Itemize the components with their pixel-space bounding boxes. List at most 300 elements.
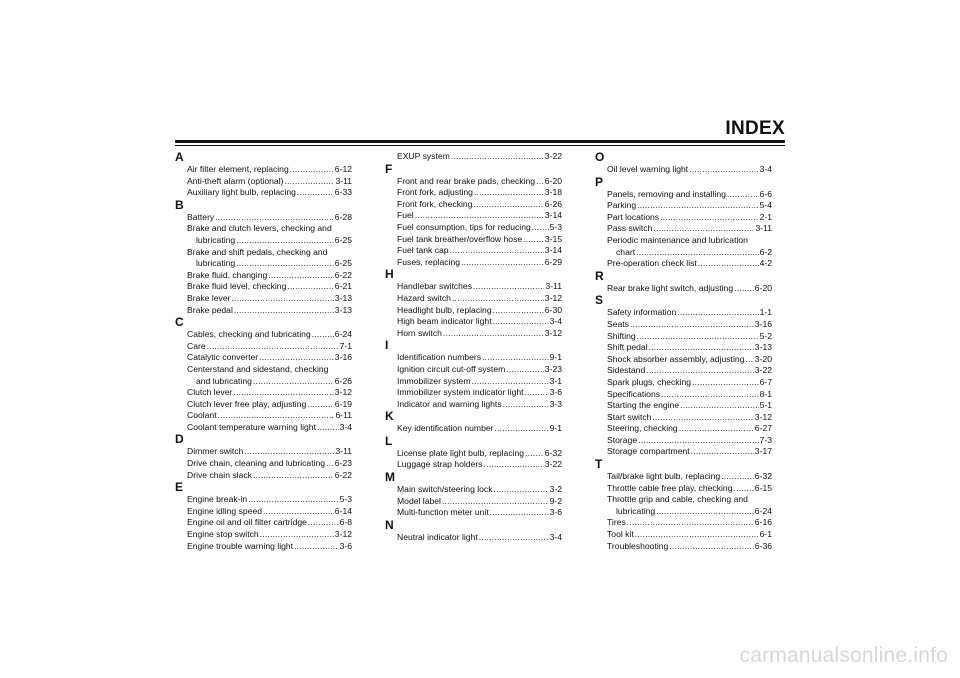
page-number: 3-12 — [334, 387, 352, 398]
entry-text: Centerstand and sidestand, checking — [187, 363, 329, 374]
page-number: 6-30 — [544, 304, 562, 315]
index-entry — [595, 235, 772, 247]
entry-text: Immobilizer system indicator light — [397, 387, 524, 398]
dot-leader — [307, 399, 334, 411]
page-number: 6-26 — [334, 375, 352, 386]
index-entry — [175, 270, 352, 282]
index-entry — [175, 187, 352, 199]
index-entry — [595, 189, 772, 201]
index-entry — [175, 422, 352, 434]
index-entry — [595, 517, 772, 529]
page-number: 6-25 — [334, 234, 352, 245]
page-number: 6-8 — [339, 517, 352, 528]
entry-text: Panels, removing and installing — [607, 188, 726, 199]
entry-text: Rear brake light switch, adjusting — [607, 282, 734, 293]
index-entry — [175, 529, 352, 541]
dot-leader — [635, 529, 759, 541]
page-number: 3-14 — [544, 245, 562, 256]
dot-leader — [734, 283, 754, 295]
page-number: 6-25 — [334, 258, 352, 269]
entry-text: Tool kit — [607, 529, 634, 540]
index-entry — [385, 484, 562, 496]
dot-leader — [287, 281, 333, 293]
page-number: 3-16 — [334, 352, 352, 363]
index-entry — [595, 212, 772, 224]
index-entry — [385, 507, 562, 519]
page-number: 3-11 — [545, 281, 562, 292]
dot-leader — [490, 507, 549, 519]
page-number: 4-2 — [759, 258, 772, 269]
page-number: 3-4 — [759, 164, 772, 174]
index-entry — [175, 517, 352, 529]
page-number: 8-1 — [759, 388, 772, 399]
index-entry — [175, 387, 352, 399]
page-number: 6-32 — [544, 447, 562, 458]
dot-leader — [450, 245, 544, 257]
section-letter: S — [595, 293, 604, 308]
page-number: 3-1 — [549, 375, 562, 386]
entry-text: Fuel tank cap — [397, 245, 449, 256]
dot-leader — [523, 234, 544, 246]
index-entry — [175, 399, 352, 411]
page-number: 9-1 — [549, 352, 562, 363]
index-column-2 — [385, 151, 562, 543]
page-number: 3-11 — [755, 223, 772, 234]
dot-leader — [638, 435, 758, 447]
index-entry — [595, 223, 772, 235]
entry-text: Parking — [607, 200, 637, 211]
page-number: 3-22 — [544, 151, 562, 161]
entry-text: Brake lever — [187, 292, 231, 303]
page-number: 6-24 — [334, 329, 352, 340]
index-entry — [595, 541, 772, 553]
section-letter: O — [595, 150, 605, 164]
entry-text: Front fork, adjusting — [397, 187, 473, 198]
index-entry — [595, 494, 772, 506]
dot-leader — [536, 176, 544, 188]
page-number: 3-12 — [754, 411, 772, 422]
dot-leader — [680, 400, 758, 412]
entry-text: Pass switch — [607, 223, 653, 234]
dot-leader — [627, 517, 754, 529]
page-number: 3-11 — [335, 175, 352, 186]
entry-text: Identification numbers — [397, 352, 482, 363]
index-entry — [385, 305, 562, 317]
entry-text: Shock absorber assembly, adjusting — [607, 353, 745, 364]
index-entry — [595, 283, 772, 295]
index-column-1 — [175, 151, 352, 552]
dot-leader — [727, 189, 759, 201]
page-number: 6-1 — [759, 529, 772, 540]
dot-leader — [236, 235, 334, 247]
page-number: 3-4 — [339, 421, 352, 432]
page-number: 6-15 — [754, 482, 772, 493]
dot-leader — [653, 223, 754, 235]
index-entry — [385, 316, 562, 328]
page-number: 6-20 — [754, 282, 772, 293]
entry-text: Tires — [607, 517, 626, 528]
dot-leader — [260, 529, 334, 541]
entry-text: Periodic maintenance and lubrication — [607, 234, 748, 245]
page-number: 6-14 — [334, 505, 352, 516]
entry-text: Battery — [187, 211, 215, 222]
index-entry — [385, 293, 562, 305]
dot-leader — [474, 187, 544, 199]
dot-leader — [677, 307, 758, 319]
index-entry — [385, 423, 562, 435]
dot-leader — [637, 200, 758, 212]
index-entry — [175, 470, 352, 482]
page-number: 3-12 — [334, 529, 352, 540]
entry-text: Coolant temperature warning light — [187, 421, 316, 432]
entry-text: Spark plugs, checking — [607, 376, 692, 387]
dot-leader — [691, 446, 754, 458]
dot-leader — [525, 387, 549, 399]
dot-leader — [259, 352, 334, 364]
dot-leader — [248, 494, 338, 506]
page-number: 3-13 — [754, 342, 772, 353]
entry-text: Engine break-in — [187, 494, 248, 505]
index-entry — [595, 529, 772, 541]
entry-text: Starting the engine — [607, 400, 680, 411]
section-letter: I — [385, 338, 389, 353]
entry-text: Front fork, checking — [397, 198, 473, 209]
entry-text: Engine trouble warning light — [187, 540, 294, 551]
index-entry — [175, 446, 352, 458]
page-title: INDEX — [725, 118, 785, 139]
page-number: 6-28 — [334, 211, 352, 222]
page-number: 5-3 — [549, 221, 562, 232]
entry-text: Hazard switch — [397, 292, 451, 303]
index-entry — [385, 187, 562, 199]
entry-text: chart — [616, 246, 636, 257]
section-letter: T — [595, 457, 603, 472]
entry-text: Shifting — [607, 330, 636, 341]
entry-text: Sidestand — [607, 365, 646, 376]
dot-leader — [484, 459, 544, 471]
dot-leader — [234, 305, 334, 317]
dot-leader — [698, 258, 759, 270]
dot-leader — [637, 331, 759, 343]
index-entry — [595, 423, 772, 435]
dot-leader — [661, 389, 759, 401]
page-number: 6-29 — [544, 256, 562, 267]
entry-text: Auxiliary light bulb, replacing — [187, 187, 296, 198]
index-entry — [595, 412, 772, 424]
page-number: 3-23 — [544, 363, 562, 374]
entry-text: Indicator and warning lights — [397, 398, 502, 409]
entry-text: Fuel tank breather/overflow hose — [397, 233, 523, 244]
dot-leader — [679, 423, 754, 435]
dot-leader — [452, 293, 544, 305]
dot-leader — [253, 376, 334, 388]
page-number: 3-22 — [544, 459, 562, 470]
dot-leader — [669, 541, 753, 553]
index-entry — [175, 247, 352, 259]
entry-text: Dimmer switch — [187, 446, 244, 457]
entry-text: Cables, checking and lubricating — [187, 329, 311, 340]
index-entry — [385, 222, 562, 234]
section-letter: H — [385, 267, 394, 282]
entry-text: Model label — [397, 495, 441, 506]
page-number: 5-4 — [759, 200, 772, 211]
dot-leader — [660, 212, 759, 224]
index-entry — [385, 199, 562, 211]
page-number: 9-2 — [549, 495, 562, 506]
watermark-footer: carmanualsonline.info — [739, 644, 948, 667]
page-number: 6-11 — [335, 410, 352, 421]
index-entry — [175, 458, 352, 470]
dot-leader — [461, 257, 544, 269]
entry-text: Fuel — [397, 210, 414, 221]
dot-leader — [646, 365, 754, 377]
entry-text: and lubricating — [196, 375, 252, 386]
index-entry — [595, 331, 772, 343]
page-number: 6-36 — [754, 540, 772, 551]
index-entry — [175, 176, 352, 188]
entry-text: Multi-function meter unit — [397, 507, 489, 518]
entry-text: Brake and clutch levers, checking and — [187, 223, 332, 234]
page-number: 3-18 — [544, 187, 562, 198]
index-entry — [175, 494, 352, 506]
index-entry — [595, 435, 772, 447]
page-number: 3-17 — [754, 446, 772, 457]
dot-leader — [503, 399, 549, 411]
dot-leader — [294, 541, 339, 553]
dot-leader — [207, 341, 339, 353]
dot-leader — [284, 176, 334, 188]
page-number: 3-14 — [544, 210, 562, 221]
index-entry — [175, 364, 352, 376]
index-entry — [175, 341, 352, 353]
index-entry-continuation — [175, 376, 352, 388]
dot-leader — [473, 281, 544, 293]
page-number: 3-16 — [754, 318, 772, 329]
section-letter: R — [595, 268, 604, 283]
entry-text: Handlebar switches — [397, 281, 472, 292]
entry-text: Pre-operation check list — [607, 258, 697, 269]
entry-text: Storage compartment — [607, 446, 690, 457]
entry-text: Immobilizer system — [397, 375, 471, 386]
section-letter: M — [385, 470, 395, 485]
page-number: 6-26 — [544, 198, 562, 209]
dot-leader — [253, 470, 334, 482]
dot-leader — [495, 423, 549, 435]
entry-text: Engine stop switch — [187, 529, 259, 540]
entry-text: Shift pedal — [607, 342, 648, 353]
page-number: 3-6 — [549, 387, 562, 398]
page-number: 6-7 — [759, 376, 772, 387]
entry-text: Storage — [607, 434, 638, 445]
dot-leader — [525, 448, 544, 460]
index-entry — [595, 471, 772, 483]
index-entry — [385, 176, 562, 188]
page-number: 3-20 — [754, 353, 772, 364]
page-number: 1-1 — [759, 307, 772, 318]
entry-text: lubricating — [196, 234, 236, 245]
index-column-3 — [595, 151, 772, 552]
entry-text: Engine idling speed — [187, 505, 263, 516]
section-letter: L — [385, 433, 393, 448]
page-number: 6-33 — [334, 187, 352, 198]
entry-text: Brake and shift pedals, checking and — [187, 246, 328, 257]
section-letter: P — [595, 174, 604, 189]
page-number: 6-21 — [334, 281, 352, 292]
page-number: 6-27 — [754, 423, 772, 434]
index-entry-continuation — [175, 258, 352, 270]
entry-text: Troubleshooting — [607, 540, 669, 551]
index-entry — [385, 210, 562, 222]
dot-leader — [443, 328, 544, 340]
index-entry — [175, 293, 352, 305]
index-entry-continuation — [175, 235, 352, 247]
dot-leader — [493, 316, 549, 328]
page-number: 3-13 — [334, 304, 352, 315]
index-entry — [595, 164, 772, 176]
section-letter: F — [385, 161, 393, 176]
entry-text: Safety information — [607, 307, 677, 318]
entry-text: Oil level warning light — [607, 164, 689, 174]
entry-text: License plate light bulb, replacing — [397, 447, 525, 458]
page-number: 6-2 — [759, 246, 772, 257]
page-number: 3-2 — [549, 484, 562, 495]
page-number: 9-1 — [549, 423, 562, 434]
section-letter: E — [175, 480, 184, 495]
section-letter: K — [385, 409, 394, 424]
entry-text: Engine oil and oil filter cartridge — [187, 517, 307, 528]
page-number: 5-3 — [339, 494, 352, 505]
dot-leader — [231, 293, 333, 305]
dot-leader — [215, 212, 334, 224]
entry-text: Air filter element, replacing — [187, 164, 289, 174]
entry-text: Steering, checking — [607, 423, 678, 434]
index-entry — [175, 541, 352, 553]
index-entry — [385, 399, 562, 411]
page-number: 3-4 — [549, 316, 562, 327]
entry-text: Key identification number — [397, 423, 494, 434]
index-entry — [595, 342, 772, 354]
page-number: 6-19 — [334, 398, 352, 409]
page-number: 6-6 — [759, 188, 772, 199]
dot-leader — [721, 471, 754, 483]
index-entry — [175, 410, 352, 422]
entry-text: Fuses, replacing — [397, 256, 461, 267]
entry-text: Start switch — [607, 411, 652, 422]
dot-leader — [442, 496, 549, 508]
section-letter: A — [175, 150, 184, 164]
dot-leader — [451, 151, 544, 163]
index-entry — [385, 257, 562, 269]
index-entry — [175, 352, 352, 364]
page-number: 5-1 — [759, 400, 772, 411]
page-number: 6-16 — [754, 517, 772, 528]
index-entry — [595, 446, 772, 458]
page-number: 6-24 — [754, 505, 772, 516]
index-entry-continuation — [595, 506, 772, 518]
entry-text: Specifications — [607, 388, 661, 399]
dot-leader — [532, 222, 549, 234]
index-entry-continuation — [595, 247, 772, 259]
dot-leader — [689, 164, 758, 176]
entry-text: High beam indicator light — [397, 316, 492, 327]
dot-leader — [482, 352, 549, 364]
page-number: 3-11 — [335, 446, 352, 457]
entry-text: lubricating — [616, 505, 656, 516]
section-letter: N — [385, 517, 394, 532]
title-rule-thin — [175, 145, 785, 146]
index-entry — [385, 448, 562, 460]
page-number: 3-22 — [754, 365, 772, 376]
entry-text: EXUP system — [397, 151, 450, 161]
page-number: 6-32 — [754, 471, 772, 482]
entry-text: Front and rear brake pads, checking — [397, 175, 536, 186]
index-entry — [595, 258, 772, 270]
page-number: 7-1 — [339, 340, 352, 351]
index-entry — [385, 352, 562, 364]
dot-leader — [479, 532, 549, 544]
entry-text: Brake pedal — [187, 304, 233, 315]
section-letter: C — [175, 315, 184, 330]
entry-text: Throttle grip and cable, checking and — [607, 494, 748, 505]
dot-leader — [636, 247, 758, 259]
index-entry — [175, 305, 352, 317]
dot-leader — [308, 517, 339, 529]
entry-text: Brake fluid level, checking — [187, 281, 287, 292]
dot-leader — [218, 410, 335, 422]
index-entry — [385, 496, 562, 508]
entry-text: Headlight bulb, replacing — [397, 304, 492, 315]
index-entry — [175, 329, 352, 341]
entry-text: Ignition circuit cut-off system — [397, 363, 506, 374]
dot-leader — [263, 506, 334, 518]
index-entry — [385, 387, 562, 399]
dot-leader — [326, 458, 334, 470]
page-number: 3-6 — [339, 540, 352, 551]
entry-text: lubricating — [196, 258, 236, 269]
dot-leader — [233, 387, 333, 399]
entry-text: Care — [187, 340, 206, 351]
dot-leader — [493, 305, 544, 317]
index-entry — [595, 200, 772, 212]
dot-leader — [312, 329, 334, 341]
entry-text: Part locations — [607, 211, 660, 222]
page-number: 3-13 — [334, 292, 352, 303]
dot-leader — [297, 187, 334, 199]
index-entry — [175, 506, 352, 518]
index-entry — [595, 365, 772, 377]
section-letter: B — [175, 197, 184, 212]
dot-leader — [236, 258, 334, 270]
index-entry — [385, 376, 562, 388]
dot-leader — [473, 199, 543, 211]
page-number: 6-22 — [334, 469, 352, 480]
entry-text: Throttle cable free play, checking — [607, 482, 733, 493]
dot-leader — [244, 446, 334, 458]
entry-text: Anti-theft alarm (optional) — [187, 175, 284, 186]
dot-leader — [649, 342, 754, 354]
section-letter: D — [175, 432, 184, 447]
index-entry — [595, 319, 772, 331]
dot-leader — [745, 354, 753, 366]
page-number: 6-12 — [334, 164, 352, 174]
entry-text: Fuel consumption, tips for reducing — [397, 221, 531, 232]
dot-leader — [317, 422, 339, 434]
entry-text: Luggage strap holders — [397, 459, 483, 470]
index-entry — [175, 164, 352, 176]
dot-leader — [290, 164, 334, 176]
dot-leader — [506, 364, 544, 376]
page-number: 6-22 — [334, 269, 352, 280]
